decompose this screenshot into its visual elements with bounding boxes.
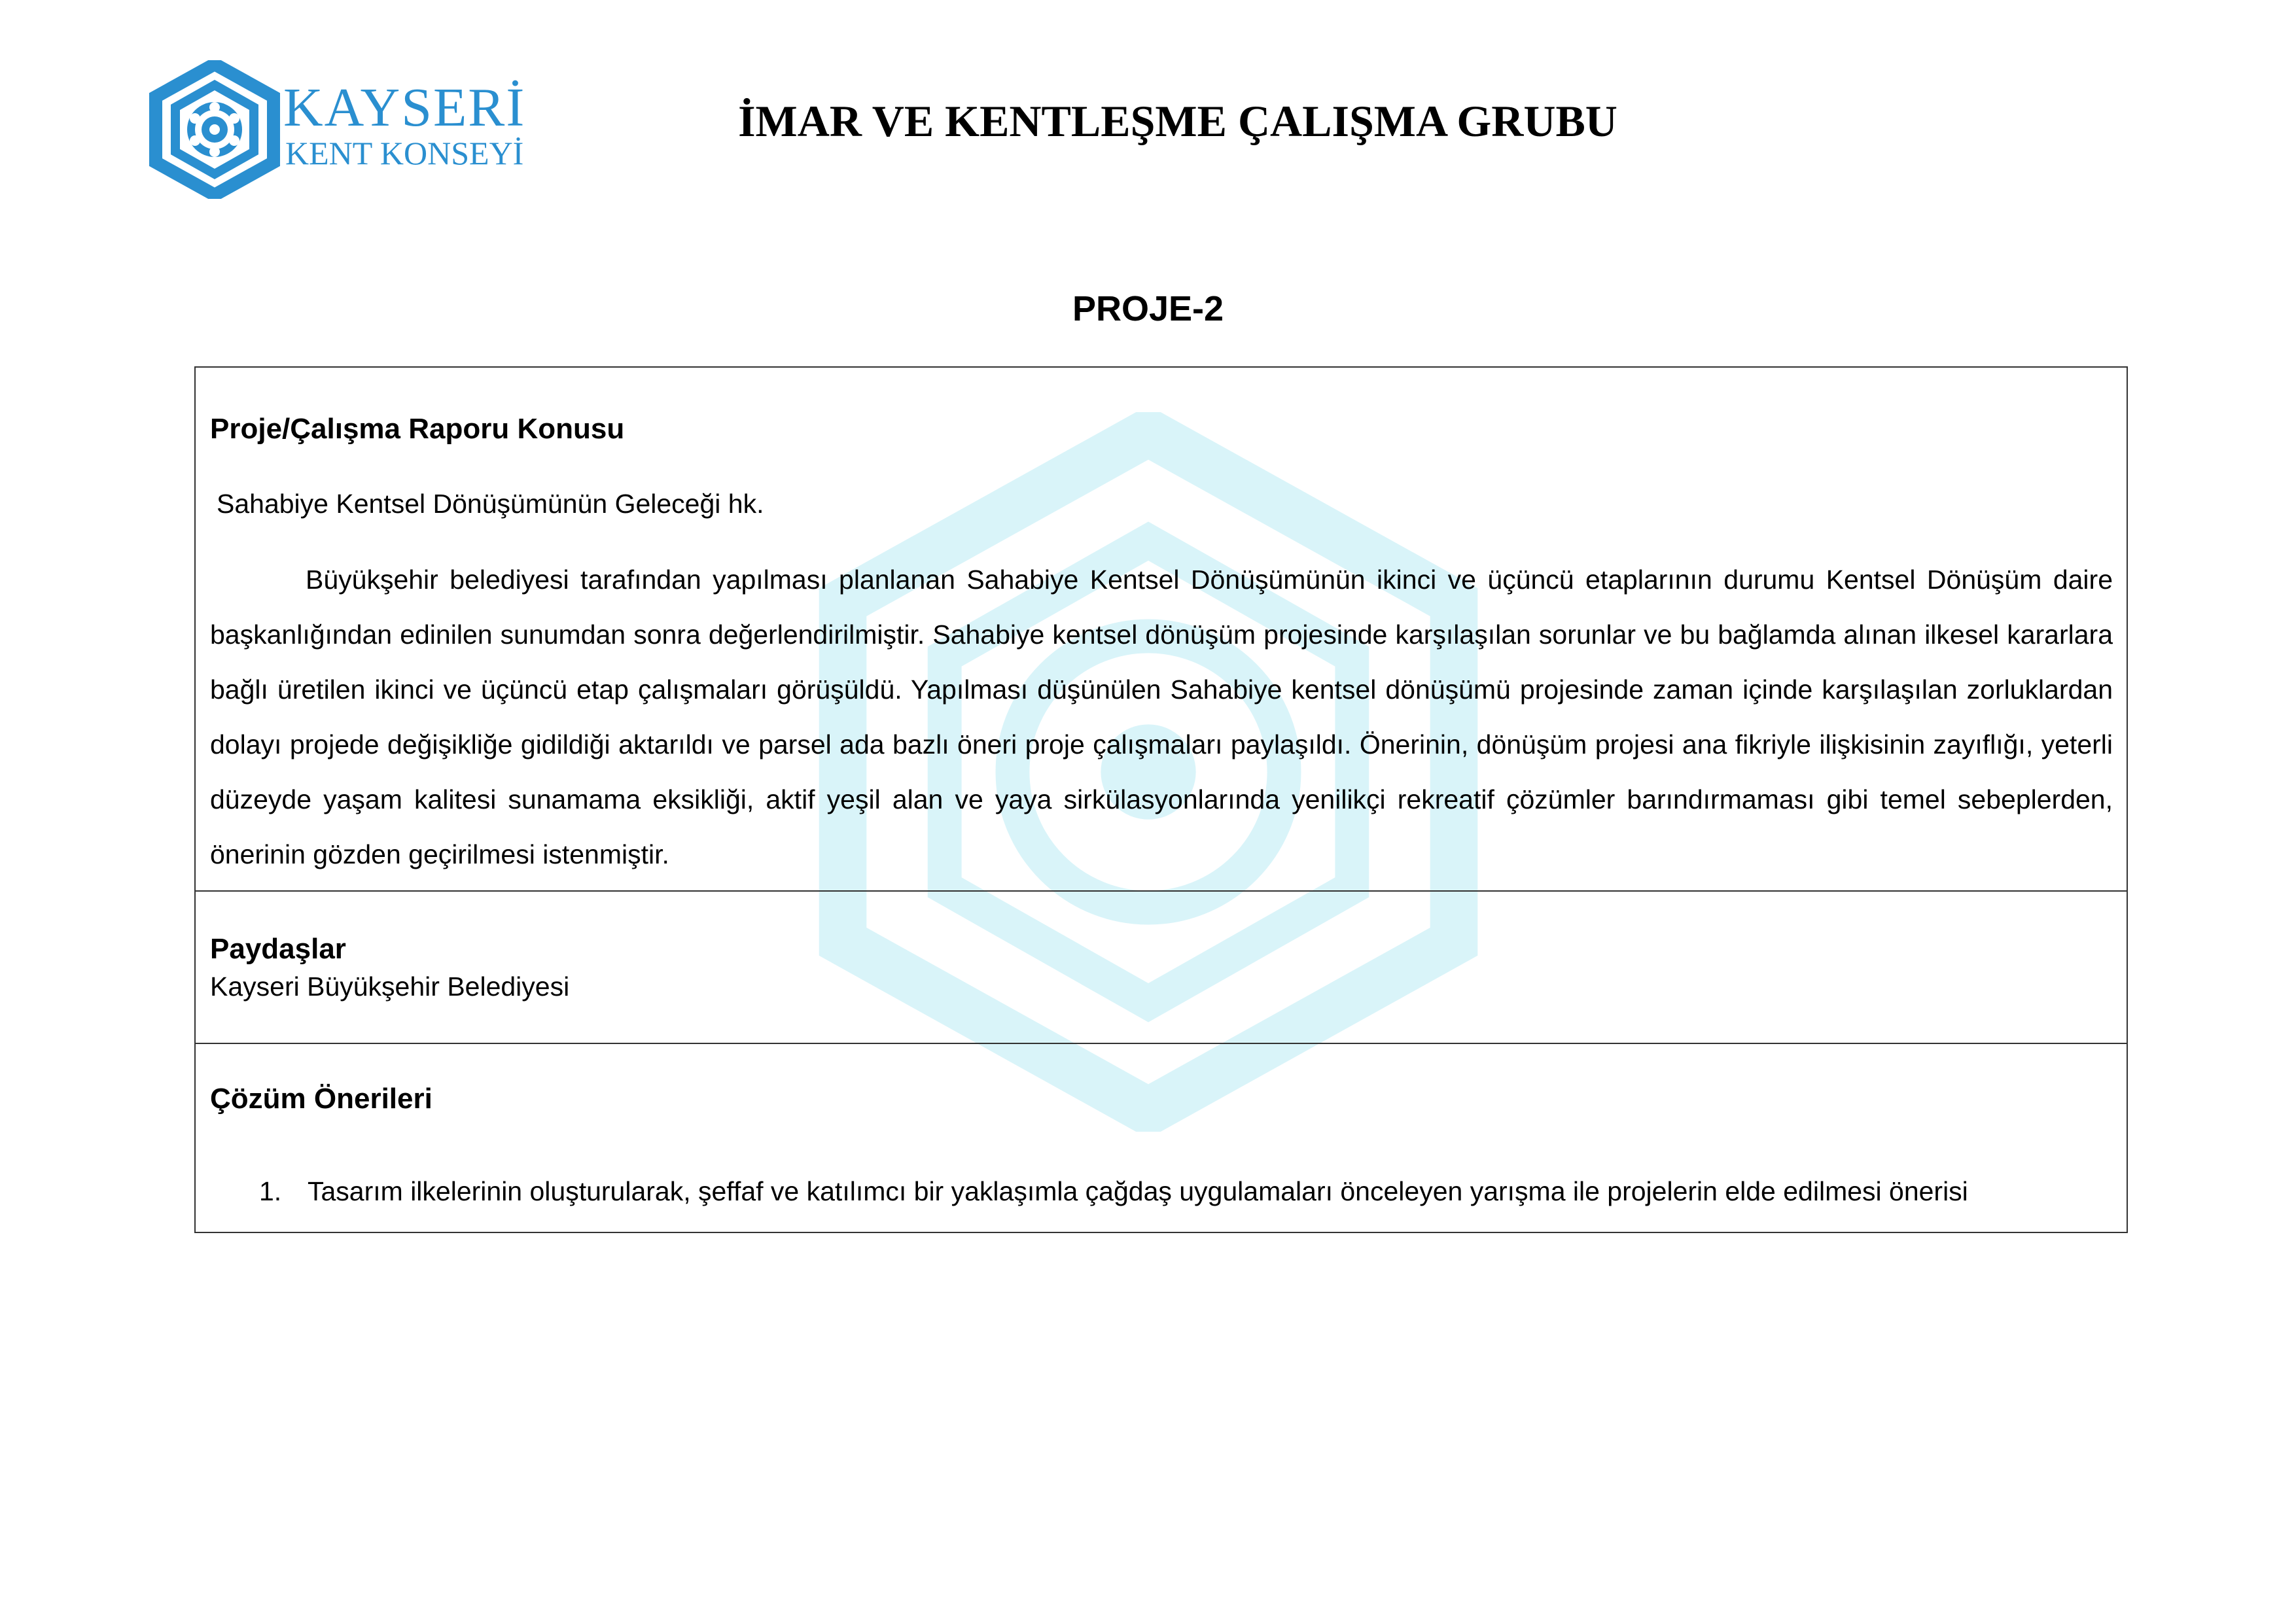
solutions-section: [196, 1044, 2127, 1232]
stakeholders-section: [196, 892, 2127, 1044]
list-item: [259, 1175, 1968, 1208]
list-item-number: 1.: [259, 1176, 282, 1206]
list-item-text: Tasarım ilkelerinin oluşturularak, şeffaf ve katılımcı bir yaklaşımla çağdaş uygulamaları önceleyen yarışma ile projelerin elde edilmesi önerisi: [308, 1176, 1968, 1206]
logo-text-kent-konseyi: KENT KONSEYİ: [285, 135, 524, 171]
solutions-heading: Çözüm Önerileri: [210, 1083, 433, 1115]
working-group-title: İMAR VE KENTLEŞME ÇALIŞMA GRUBU: [738, 96, 1617, 146]
logo-text-kayseri: KAYSERİ: [283, 77, 526, 138]
subject-paragraph: Büyükşehir belediyesi tarafından yapılması planlanan Sahabiye Kentsel Dönüşümünün ikinci ve üçüncü etaplarının durumu Kentsel Dönüşüm daire başkanlığından edinilen sunumdan sonra değerlendirilmiştir. Sahabiye kentsel dönüşüm projesinde karşılaşılan sorunlar ve bu bağlamda alınan ilkesel kararlara bağlı üretilen ikinci ve üçüncü etap çalışmaları görüşüldü. Yapılması düşünülen Sahabiye kentsel dönüşümü projesinde zaman içinde karşılaşılan zorluklardan dolayı projede değişikliğe gidildiği aktarıldı ve parsel ada bazlı öneri proje çalışmaları paylaşıldı. Önerinin, dönüşüm projesi ana fikriyle ilişkisinin zayıflığı, yeterli düzeyde yaşam kalitesi sunamama eksikliği, aktif yeşil alan ve yaya sirkülasyonlarında yenilikçi rekreatif çözümler barındırmaması gibi temel sebeplerden, önerinin gözden geçirilmesi istenmiştir.: [210, 565, 2113, 869]
report-table: [194, 366, 2128, 1233]
subject-topic: Sahabiye Kentsel Dönüşümünün Geleceği hk.: [217, 489, 764, 519]
page-title: PROJE-2: [1072, 289, 1224, 328]
kayseri-kent-konseyi-logo: [149, 60, 529, 208]
logo-emblem-icon: [149, 60, 280, 199]
stakeholders-heading: Paydaşlar: [210, 933, 346, 965]
subject-section: [196, 368, 2127, 892]
stakeholders-value: Kayseri Büyükşehir Belediyesi: [210, 971, 570, 1002]
subject-heading: Proje/Çalışma Raporu Konusu: [210, 413, 625, 445]
